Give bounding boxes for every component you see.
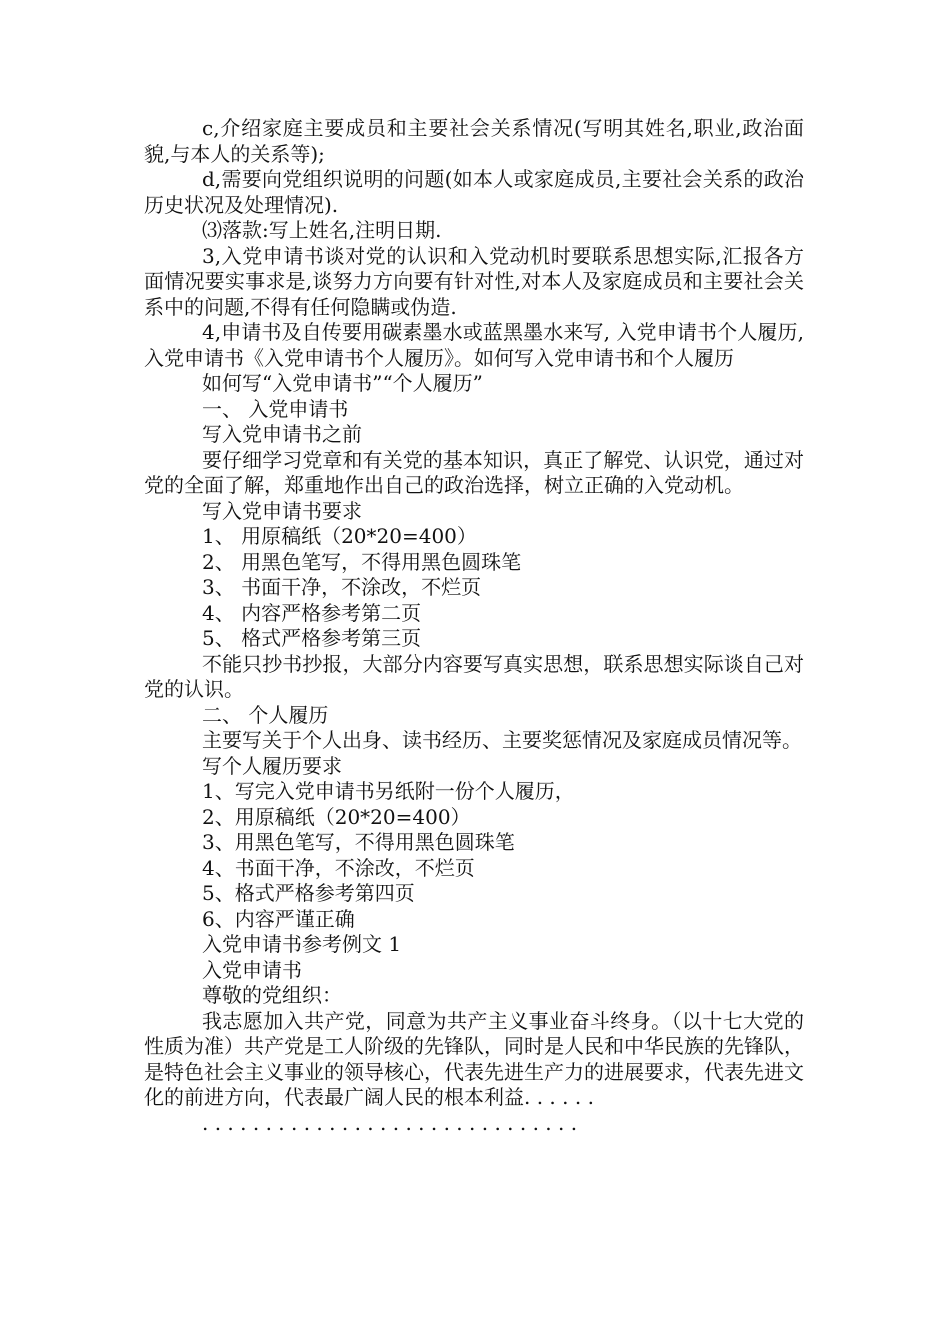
paragraph: d,需要向党组织说明的问题(如本人或家庭成员,主要社会关系的政治历史状况及处理情况). [144,167,804,217]
list-item: 3、用黑色笔写，不得用黑色圆珠笔 [202,830,515,854]
letter-salutation: 尊敬的党组织： [202,983,342,1007]
paragraph: 如何写“入党申请书”“个人履历” [202,371,483,395]
paragraph: 要仔细学习党章和有关党的基本知识，真正了解党、认识党，通过对党的全面了解，郑重地作出自己的政治选择，树立正确的入党动机。 [144,447,804,497]
paragraph: 主要写关于个人出身、读书经历、主要奖惩情况及家庭成员情况等。 [202,728,802,752]
list-item: 2、 用黑色笔写，不得用黑色圆珠笔 [202,549,522,574]
section-heading: 二、 个人履历 [202,702,329,727]
letter-title: 入党申请书 [202,957,302,982]
section-heading: 一、 入党申请书 [202,396,349,421]
list-item: 1、写完入党申请书另纸附一份个人履历， [202,779,575,803]
paragraph: 写入党申请书之前 [202,422,362,446]
list-item: 5、格式严格参考第四页 [202,881,415,905]
list-item: 4、 内容严格参考第二页 [202,600,422,625]
document-body [144,116,811,1136]
list-item: 6、内容严谨正确 [202,906,355,931]
list-item: 4、书面干净，不涂改，不烂页 [202,855,475,880]
paragraph: 3,入党申请书谈对党的认识和入党动机时要联系思想实际,汇报各方面情况要实事求是,谈努力方向要有针对性,对本人及家庭成员和主要社会关系中的问题,不得有任何隐瞒或伪造. [144,243,804,319]
paragraph: 写入党申请书要求 [202,498,362,523]
paragraph: 不能只抄书抄报，大部分内容要写真实思想，联系思想实际谈自己对党的认识。 [144,651,804,701]
list-item: 2、用原稿纸（20*20=400） [202,804,471,829]
list-item: 3、 书面干净，不涂改，不烂页 [202,575,482,599]
paragraph: 我志愿加入共产党，同意为共产主义事业奋斗终身。（以十七大党的性质为准）共产党是工人阶级的先锋队，同时是人民和中华民族的先锋队，是特色社会主义事业的领导核心，代表先进生产力的进展要求，代表先进文化的前进方向，代表最广阔人民的根本利益. . . . . . [144,1008,804,1109]
paragraph: 入党申请书参考例文 1 [202,932,402,956]
paragraph: ⑶落款:写上姓名,注明日期. [202,218,442,242]
list-item: 1、 用原稿纸（20*20=400） [202,524,477,548]
paragraph: 写个人履历要求 [202,753,342,778]
paragraph: c,介绍家庭主要成员和主要社会关系情况(写明其姓名,职业,政治面貌,与本人的关系等); [144,116,804,166]
paragraph: 4,申请书及自传要用碳素墨水或蓝黑墨水来写, 入党申请书个人履历, 入党申请书《入党申请书个人履历》。如何写入党申请书和个人履历 [144,320,811,370]
ellipsis-line: . . . . . . . . . . . . . . . . . . . . . . . . . . . . . . [202,1110,578,1135]
list-item: 5、 格式严格参考第三页 [202,626,422,650]
